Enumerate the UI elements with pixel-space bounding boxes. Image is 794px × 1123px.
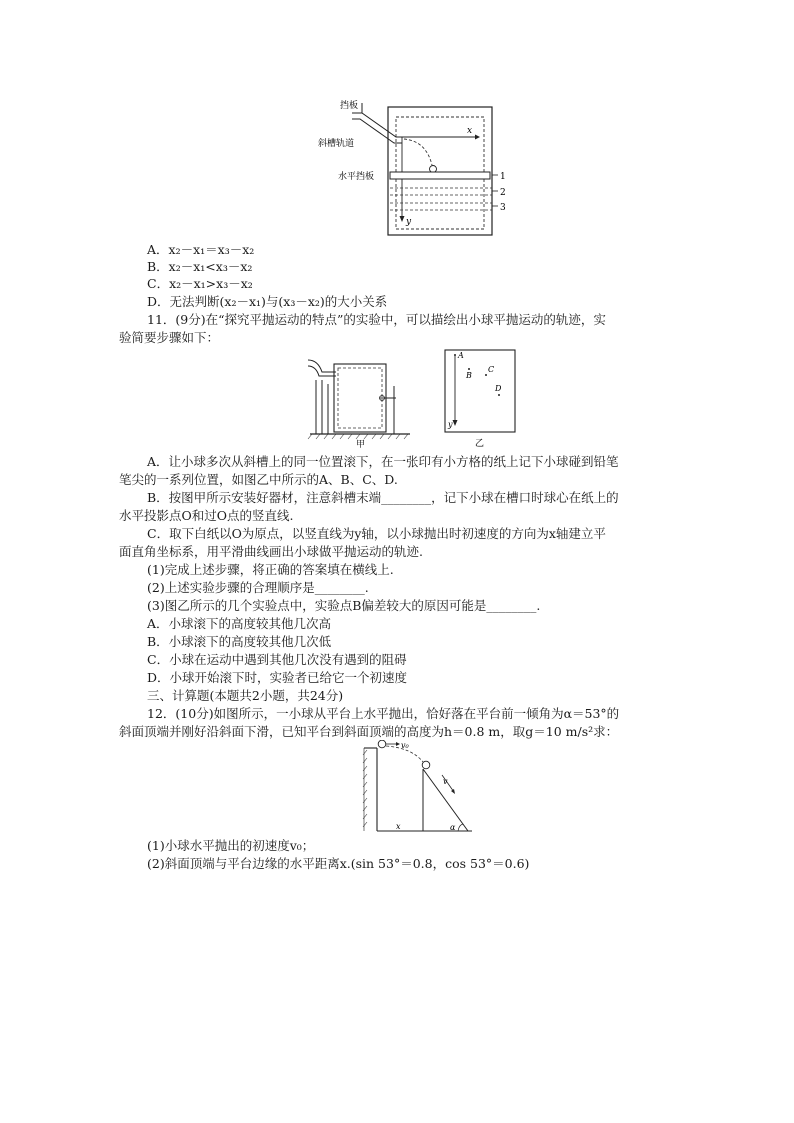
- q11-stem-1: 11．(9分)在“探究平抛运动的特点”的实验中，可以描绘出小球平抛运动的轨迹，实: [147, 312, 606, 327]
- plate-num-1: 1: [500, 172, 506, 182]
- q11-step-b-2: 水平投影点O和过O点的竖直线.: [119, 508, 294, 523]
- q11-step-b-1: B．按图甲所示安装好器材，注意斜槽末端________，记下小球在槽口时球心在纸上的: [147, 490, 619, 505]
- q11-option-a: A．小球滚下的高度较其他几次高: [147, 616, 332, 631]
- plate-num-2: 2: [500, 188, 506, 198]
- q11-step-a-2: 笔尖的一系列位置，如图乙中所示的A、B、C、D.: [119, 472, 398, 487]
- point-c-label: C: [488, 365, 495, 374]
- axis-x-label: x: [467, 126, 473, 136]
- plate-num-3: 3: [500, 203, 506, 213]
- q12-stem-2: 斜面顶端并刚好沿斜面下滑，已知平台到斜面顶端的高度为h＝0.8 m，取g＝10 m/s²求：: [119, 724, 619, 739]
- figure-q12: [340, 740, 480, 836]
- q10-option-a: A．x₂－x₁＝x₃－x₂: [147, 242, 255, 257]
- q11-step-c-1: C．取下白纸以O为原点，以竖直线为y轴，以小球抛出时初速度的方向为x轴建立平: [147, 526, 606, 541]
- q12-sub-1: (1)小球水平抛出的初速度v₀；: [147, 838, 315, 853]
- label-alpha: α: [450, 823, 456, 832]
- fig-yi-axis-y: y: [448, 420, 453, 429]
- label-shuiping: 水平挡板: [338, 172, 375, 182]
- q11-step-a-1: A．让小球多次从斜槽上的同一位置滚下，在一张印有小方格的纸上记下小球碰到铅笔: [147, 454, 619, 469]
- q11-stem-2: 验简要步骤如下：: [119, 330, 220, 345]
- fig-yi-label: 乙: [475, 439, 485, 449]
- label-v0: v₀: [401, 741, 409, 750]
- q11-sub-3: (3)图乙所示的几个实验点中，实验点B偏差较大的原因可能是________.: [147, 598, 541, 613]
- q11-sub-1: (1)完成上述步骤，将正确的答案填在横线上.: [147, 562, 394, 577]
- fig-jia-label: 甲: [356, 440, 366, 450]
- q10-option-b: B．x₂－x₁<x₃－x₂: [147, 259, 253, 274]
- q11-step-c-2: 面直角坐标系，用平滑曲线画出小球做平抛运动的轨迹.: [119, 544, 423, 559]
- axis-y-label: y: [406, 217, 412, 227]
- point-d-label: D: [495, 384, 502, 393]
- q11-option-d: D．小球开始滚下时，实验者已给它一个初速度: [147, 670, 408, 685]
- point-a-label: A: [458, 351, 464, 360]
- label-x: x: [396, 822, 401, 831]
- q12-sub-2: (2)斜面顶端与平台边缘的水平距离x.(sin 53°＝0.8，cos 53°＝0.6): [147, 856, 530, 871]
- q12-stem-1: 12．(10分)如图所示，一小球从平台上水平抛出，恰好落在平台前一倾角为α＝53°的: [147, 706, 620, 721]
- figure-jia: [306, 350, 416, 450]
- q10-option-c: C．x₂－x₁>x₃－x₂: [147, 276, 253, 291]
- q11-option-c: C．小球在运动中遇到其他几次没有遇到的阻碍: [147, 652, 407, 667]
- figure-apparatus-top: [300, 95, 520, 240]
- q11-sub-2: (2)上述实验步骤的合理顺序是________.: [147, 580, 369, 595]
- q10-option-d: D．无法判断(x₂－x₁)与(x₃－x₂)的大小关系: [147, 294, 388, 309]
- q11-option-b: B．小球滚下的高度较其他几次低: [147, 634, 332, 649]
- section-3-title: 三、计算题(本题共2小题，共24分): [147, 688, 344, 703]
- label-v: v: [443, 777, 448, 786]
- point-b-label: B: [466, 371, 472, 380]
- label-dangban: 挡板: [340, 101, 359, 111]
- label-xiecao: 斜槽轨道: [318, 139, 355, 149]
- figure-yi: [440, 348, 520, 450]
